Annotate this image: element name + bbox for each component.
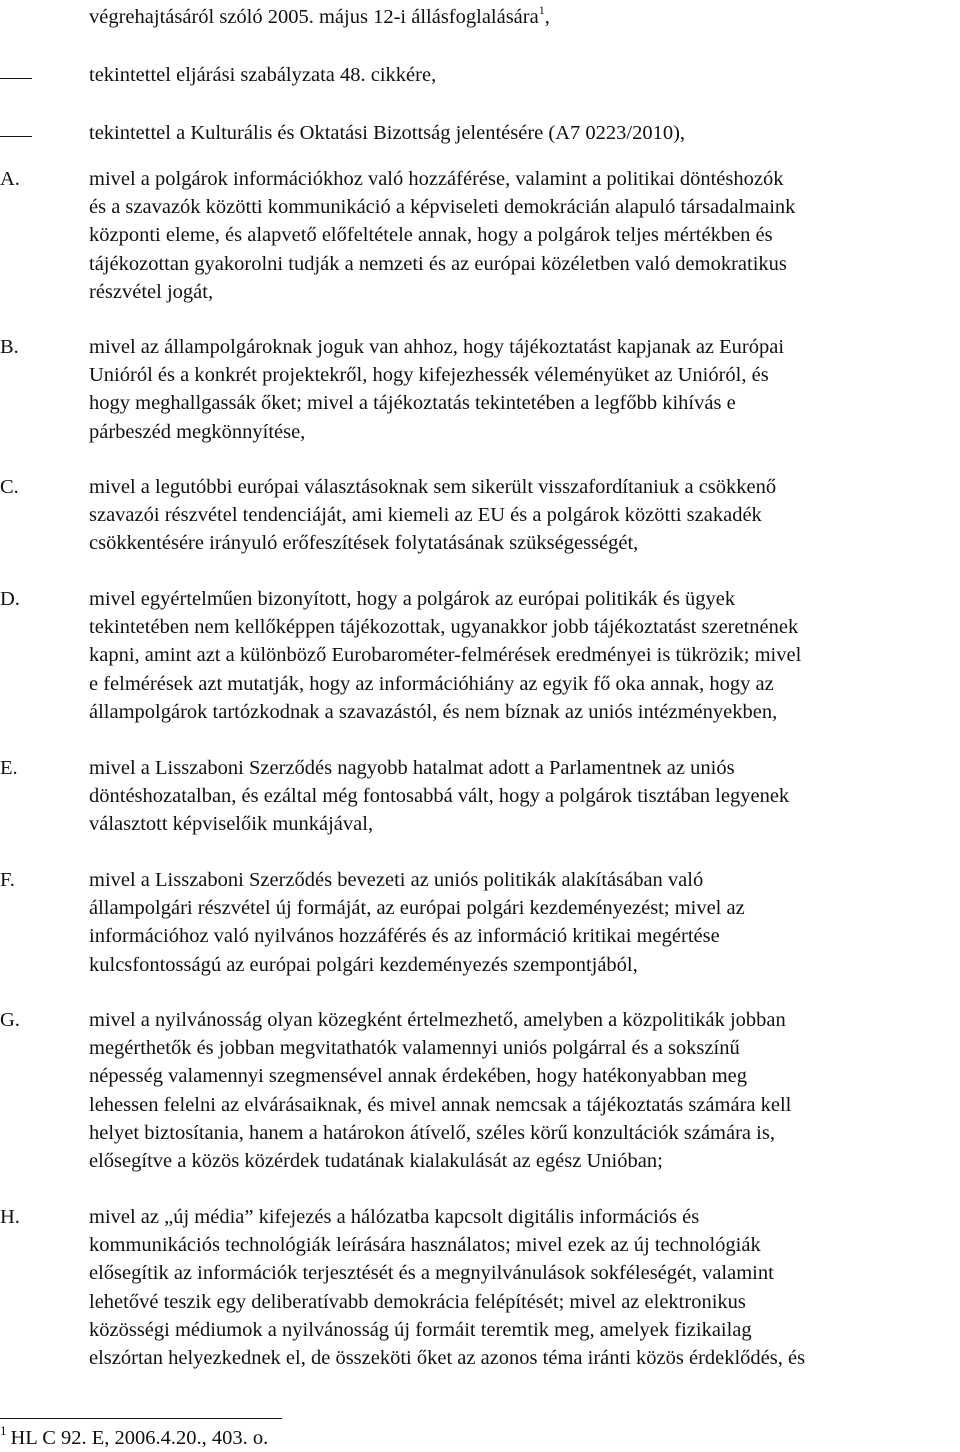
recital-line: mivel a Lisszaboni Szerződés nagyobb hatalmat adott a Parlamentnek az uniós — [89, 757, 735, 779]
recital-line: tekintetében nem kellőképpen tájékozottak, ugyanakkor jobb tájékoztatást szeretnének — [89, 616, 799, 639]
recital-line: megérthetők és jobban megvitathatók valamennyi uniós polgárral és a sokszínű — [89, 1037, 740, 1060]
recital-line: döntéshozatalban, és ezáltal még fontosabbá vált, hogy a polgárok tisztában legyenek — [89, 785, 790, 808]
recital-line: hogy meghallgassák őket; mivel a tájékoztatás tekintetében a legfőbb kihívás e — [89, 392, 736, 415]
recital-line: mivel az állampolgároknak joguk van ahhoz, hogy tájékoztatást kapjanak az Európai — [89, 336, 785, 358]
recital-line: és a szavazók közötti kommunikáció a képviseleti demokrácián alapuló társadalmaink — [89, 196, 796, 219]
footnote-text: HL C 92. E, 2006.4.20., 403. o. — [10, 1427, 269, 1449]
dash-bullet — [0, 136, 32, 137]
intro-text: végrehajtásáról szóló 2005. május 12-i állásfoglalására — [89, 6, 539, 28]
recital-line: lehetővé teszik egy deliberatívabb demokrácia felépítését; mivel az elektronikus — [89, 1290, 746, 1313]
recital-line: tájékozottan gyakorolni tudják a nemzeti és az európai közéletben való demokratikus — [89, 252, 787, 275]
footnote-number: 1 — [0, 1423, 7, 1439]
recital-line: helyet biztosítania, hanem a határokon átívelő, széles körű konzultációk számára is, — [89, 1121, 775, 1144]
recital-line: csökkentésére irányuló erőfeszítések folytatásának szükségességét, — [89, 532, 639, 555]
recital-marker: C. — [0, 476, 19, 498]
recital-marker: G. — [0, 1009, 20, 1031]
intro-comma: , — [544, 6, 550, 28]
recital-line: népesség valamennyi szegmensével annak érdekében, hogy hatékonyabban meg — [89, 1065, 748, 1088]
recital-marker: E. — [0, 757, 18, 779]
recital-line: választott képviselőik munkájával, — [89, 813, 374, 836]
dash-item: tekintettel eljárási szabályzata 48. cikkére, — [89, 64, 437, 86]
recital-line: Unióról és a konkrét projektekről, hogy kifejezhessék véleményüket az Unióról, és — [89, 364, 769, 387]
recital-line: elősegítve a közös közérdek tudatának kialakulását az egész Unióban; — [89, 1150, 663, 1172]
dash-item: tekintettel a Kulturális és Oktatási Bizottság jelentésére (A7 0223/2010), — [89, 122, 686, 144]
recital-line: kommunikációs technológiák leírására használatos; mivel ezek az új technológiák — [89, 1234, 761, 1257]
recital-line: állampolgárok tartózkodnak a szavazástól, és nem bíznak az uniós intézményekben, — [89, 700, 778, 723]
recital-line: kulcsfontosságú az európai polgári kezdeményezés szempontjából, — [89, 953, 638, 976]
recital-line: központi eleme, és alapvető előfeltétele annak, hogy a polgárok teljes mértékben és — [89, 224, 773, 247]
footnote-reference[interactable]: 1 — [538, 3, 545, 18]
intro-line — [89, 3, 550, 31]
recital-line: mivel a nyilvánosság olyan közegként értelmezhető, amelyben a közpolitikák jobban — [89, 1009, 786, 1031]
recital-marker: D. — [0, 588, 20, 610]
recital-line: mivel egyértelműen bizonyított, hogy a polgárok az európai politikák és ügyek — [89, 588, 736, 610]
recital-marker: H. — [0, 1206, 20, 1228]
recital-marker: A. — [0, 168, 20, 190]
recital-line: elszórtan helyezkednek el, de összeköti őket az azonos téma iránti közös érdeklődés, és — [89, 1347, 806, 1369]
footnote-separator — [0, 1418, 282, 1419]
recital-line: állampolgári részvétel új formáját, az európai polgári kezdeményezést; mivel az — [89, 897, 745, 920]
recital-line: szavazói részvétel tendenciáját, ami kiemeli az EU és a polgárok közötti szakadék — [89, 504, 762, 527]
recital-marker: F. — [0, 869, 15, 891]
recital-line: információhoz való nyilvános hozzáférés és az információ kritikai megértése — [89, 925, 720, 948]
recital-marker: B. — [0, 336, 19, 358]
recital-line: elősegítik az információk terjesztését és a megnyilvánulások sokféleségét, valamint — [89, 1262, 774, 1285]
recital-line: mivel a legutóbbi európai választásoknak sem sikerült visszafordítaniuk a csökkenő — [89, 476, 777, 498]
recital-line: párbeszéd megkönnyítése, — [89, 420, 306, 443]
dash-bullet — [0, 78, 32, 79]
recital-line: részvétel jogát, — [89, 280, 214, 303]
recital-line: kapni, amint azt a különböző Eurobarométer-felmérések eredményei is tükrözik; mivel — [89, 644, 802, 667]
recital-line: közösségi médiumok a nyilvánosság új formáit teremtik meg, amelyek fizikailag — [89, 1318, 752, 1341]
recital-line: mivel az „új média” kifejezés a hálózatba kapcsolt digitális információs és — [89, 1206, 700, 1228]
recital-line: lehessen felelni az elvárásaiknak, és mivel annak nemcsak a tájékoztatás számára kell — [89, 1093, 792, 1116]
recital-line: mivel a polgárok információkhoz való hozzáférése, valamint a politikai döntéshozók — [89, 168, 784, 190]
recital-line: e felmérések azt mutatják, hogy az információhiány az egyik fő oka annak, hogy az — [89, 672, 774, 695]
recital-line: mivel a Lisszaboni Szerződés bevezeti az uniós politikák alakításában való — [89, 869, 704, 891]
